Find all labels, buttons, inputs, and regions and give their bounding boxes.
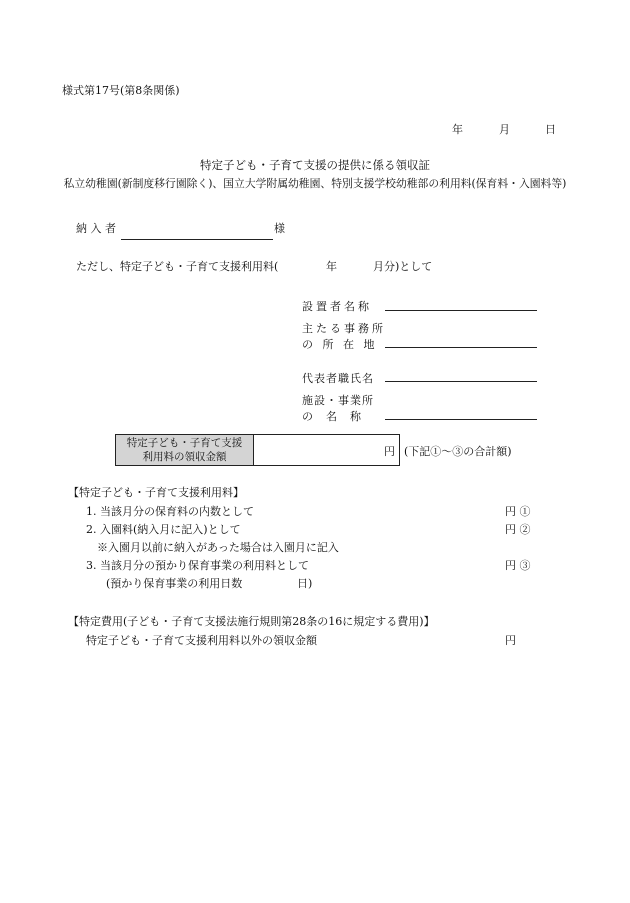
- amount-yen: 円: [384, 445, 395, 458]
- payer-suffix: 様: [274, 222, 285, 235]
- section1-item-3: 3. 当該月分の預かり保育事業の利用料として: [86, 559, 309, 572]
- amount-label: [116, 435, 254, 465]
- representative-label: 代表者職氏名: [302, 372, 374, 385]
- payer-name-line[interactable]: [121, 239, 273, 240]
- page-title: 特定子ども・子育て支援の提供に係る領収証: [200, 158, 430, 172]
- payer-label: 納 入 者: [76, 222, 116, 235]
- installer-label: 設置者名称: [302, 300, 372, 313]
- representative-line[interactable]: [385, 381, 537, 382]
- proviso-month-suffix: 月分)として: [373, 260, 433, 273]
- installer-line[interactable]: [385, 310, 537, 311]
- office-label-1: 主たる事務所: [302, 322, 386, 335]
- section1-item-2: 2. 入園料(納入月に記入)として: [86, 523, 241, 536]
- facility-line[interactable]: [385, 419, 537, 420]
- date-year: 年: [452, 123, 463, 136]
- facility-label-2: の 名 称: [302, 410, 362, 423]
- section1-item-1: 1. 当該月分の保育料の内数として: [86, 505, 254, 518]
- amount-label-line2: 利用料の領収金額: [142, 451, 227, 463]
- date-month: 月: [499, 123, 510, 136]
- amount-note: (下記①～③の合計額): [404, 445, 512, 458]
- section2-item: 特定子ども・子育て支援利用料以外の領収金額: [86, 634, 317, 647]
- proviso-year: 年: [326, 260, 337, 273]
- office-label-2: の 所 在 地: [302, 338, 378, 351]
- section1-item-1-yen: 円 ①: [505, 505, 531, 518]
- amount-label-line1: 特定子ども・子育て支援: [126, 437, 243, 449]
- section1-heading: 【特定子ども・子育て支援利用料】: [68, 486, 244, 499]
- section1-note: ※入園月以前に納入があった場合は入園月に記入: [97, 541, 339, 554]
- amount-box: [115, 434, 400, 466]
- section1-days-suffix: 日): [297, 577, 313, 590]
- page-subtitle: 私立幼稚園(新制度移行園除く)、国立大学附属幼稚園、特別支援学校幼稚部の利用料(保育料・入園料等): [63, 177, 567, 190]
- section1-days-prefix: (預かり保育事業の利用日数: [106, 577, 243, 590]
- section1-item-2-yen: 円 ②: [505, 523, 531, 536]
- section1-item-3-yen: 円 ③: [505, 559, 531, 572]
- proviso-prefix: ただし、特定子ども・子育て支援利用料(: [76, 260, 279, 273]
- form-number: 様式第17号(第8条関係): [62, 84, 180, 97]
- section2-heading: 【特定費用(子ども・子育て支援法施行規則第28条の16に規定する費用)】: [68, 615, 435, 628]
- facility-label-1: 施設・事業所: [302, 394, 374, 407]
- office-line[interactable]: [385, 347, 537, 348]
- section2-yen: 円: [505, 634, 516, 647]
- date-day: 日: [545, 123, 556, 136]
